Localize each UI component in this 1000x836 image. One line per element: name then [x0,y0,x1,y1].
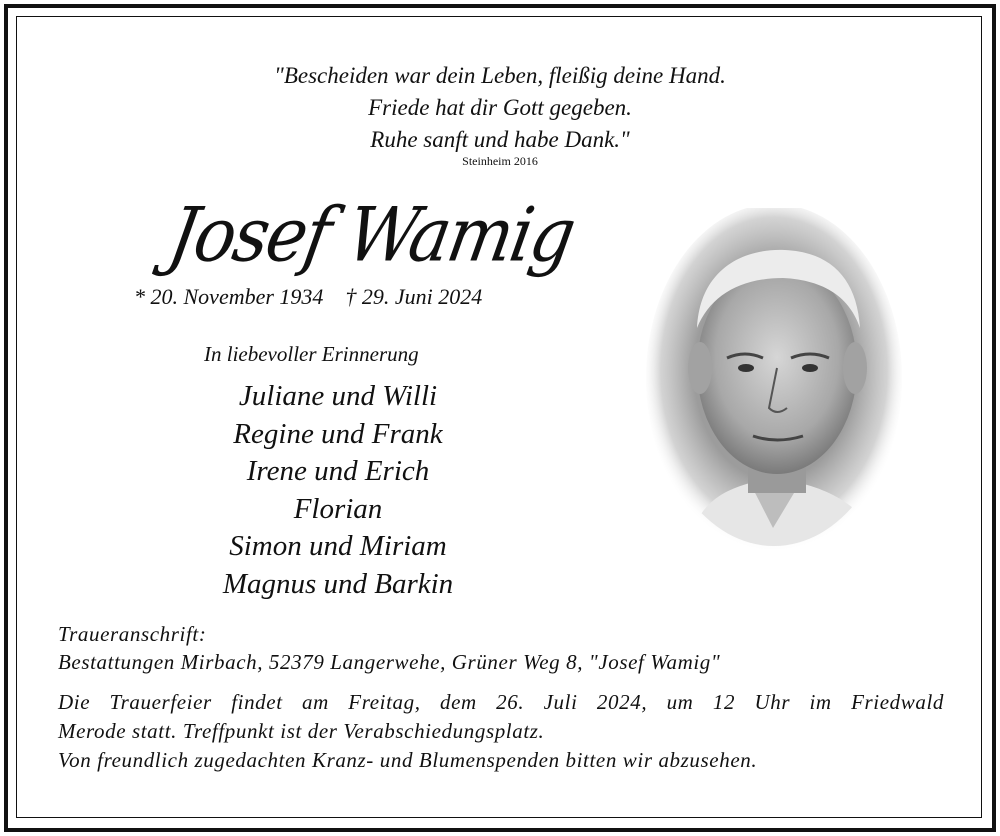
family-item: Irene und Erich [246,455,430,487]
family-item: Simon und Miriam [229,530,447,562]
deceased-name: Josef Wamig [162,192,581,279]
quote-line-2: Friede hat dir Gott gegeben. [368,95,632,120]
mourning-address [58,620,720,676]
family-list [138,378,538,603]
family-item: Juliane und Willi [238,380,438,412]
quote-line-3: Ruhe sanft und habe Dank." [370,127,630,152]
death-date: † 29. Juni 2024 [345,284,483,309]
family-item: Magnus und Barkin [222,567,454,600]
ceremony-notes [58,688,944,775]
birth-date: * 20. November 1934 [134,284,324,309]
address-line: Bestattungen Mirbach, 52379 Langerwehe, Grüner Weg 8, "Josef Wamig" [58,650,721,674]
quote-source: Steinheim 2016 [462,154,538,168]
memory-intro: In liebevoller Erinnerung [204,342,419,366]
family-item: Florian [293,492,383,525]
address-label: Traueranschrift: [58,622,207,646]
memorial-quote [0,60,1000,156]
quote-line-1: "Bescheiden war dein Leben, fleißig deine Hand. [274,63,726,88]
family-item: Regine und Frank [233,417,443,450]
notes-line-2: Merode statt. Treffpunkt ist der Verabschiedungsplatz. [58,719,545,743]
notes-line-1: Die Trauerfeier findet am Freitag, dem 26. Juli 2024, um 12 Uhr im Friedwald [58,690,944,714]
life-dates [134,284,504,310]
portrait-photo-icon [645,208,903,556]
notes-line-3: Von freundlich zugedachten Kranz- und Blumenspenden bitten wir abzusehen. [58,748,758,772]
